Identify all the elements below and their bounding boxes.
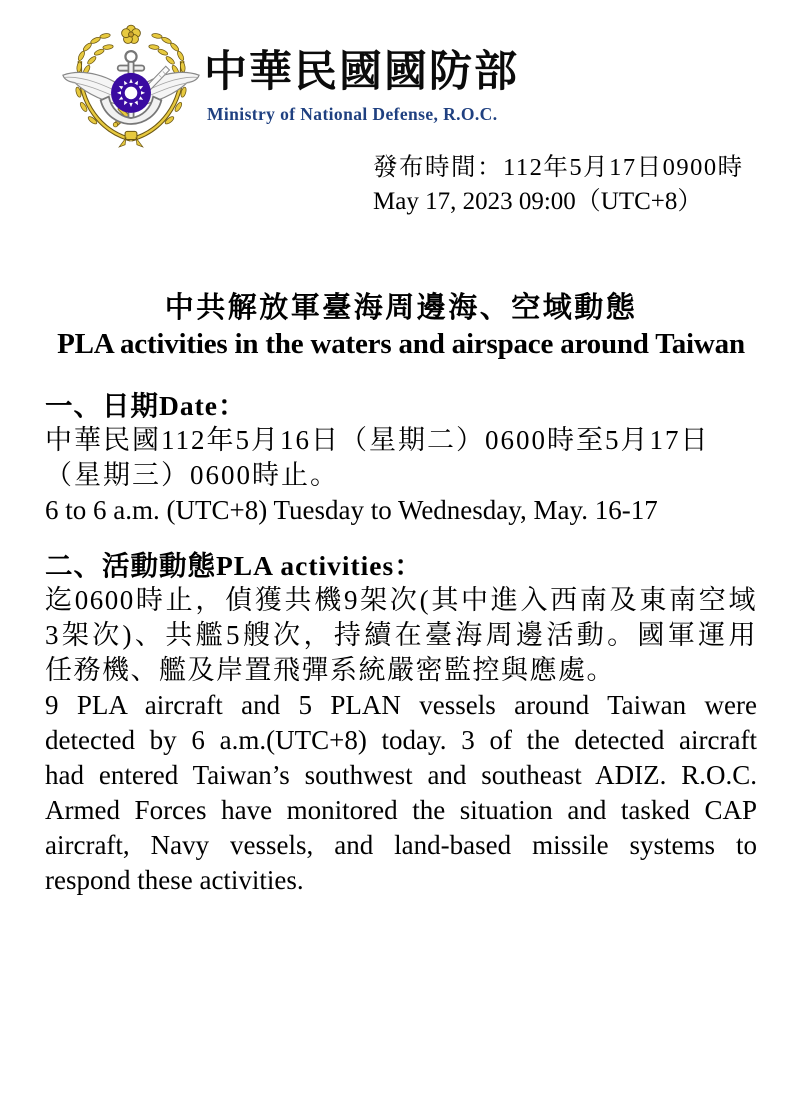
section-date-body-zh [45, 423, 757, 493]
activities-en-line: aircraft, Navy vessels, and land-based missile systems to [45, 830, 757, 860]
section-activities-body-zh [45, 583, 757, 688]
activities-zh-line: 迄0600時止，偵獲共機9架次(其中進入西南及東南空域 [45, 585, 757, 615]
date-en-line: 6 to 6 a.m. (UTC+8) Tuesday to Wednesday, May. 16-17 [45, 495, 658, 525]
mnd-emblem-icon [57, 22, 205, 149]
activities-en-line: had entered Taiwan’s southwest and southeast ADIZ. R.O.C. [45, 760, 757, 790]
document-title-en: PLA activities in the waters and airspace around Taiwan [57, 328, 745, 360]
activities-en-line: respond these activities. [45, 865, 304, 895]
activities-en-line: 9 PLA aircraft and 5 PLAN vessels around Taiwan were [45, 690, 757, 720]
release-time-zh: 發布時間：112年5月17日0900時 [373, 154, 744, 181]
date-zh-line: 中華民國112年5月16日（星期二）0600時至5月17日 [45, 425, 710, 455]
activities-en-line: Armed Forces have monitored the situation and tasked CAP [45, 795, 757, 825]
release-time-en: May 17, 2023 09:00（UTC+8） [373, 188, 703, 215]
document-header [0, 0, 794, 150]
section-date-body-en [45, 493, 757, 528]
document-body [45, 290, 757, 898]
section-date-heading: 一、日期Date： [45, 390, 247, 421]
document-title-zh: 中共解放軍臺海周邊海、空域動態 [164, 292, 638, 324]
section-activities-heading: 二、活動動態PLA activities： [45, 550, 423, 581]
activities-en-line: detected by 6 a.m.(UTC+8) today. 3 of the detected aircraft [45, 725, 757, 755]
release-time-block [373, 150, 773, 219]
activities-zh-line: 任務機、艦及岸置飛彈系統嚴密監控與應處。 [45, 655, 615, 685]
activities-zh-line: 3架次)、共艦5艘次，持續在臺海周邊活動。國軍運用 [45, 620, 757, 650]
date-zh-line: （星期三）0600時止。 [45, 460, 339, 490]
agency-name-en: Ministry of National Defense, R.O.C. [207, 104, 498, 124]
section-activities-body-en [45, 688, 757, 898]
plum-blossom-icon [122, 25, 141, 43]
sun-disc-icon [111, 73, 151, 113]
agency-name-zh: 中華民國國防部 [204, 49, 519, 96]
